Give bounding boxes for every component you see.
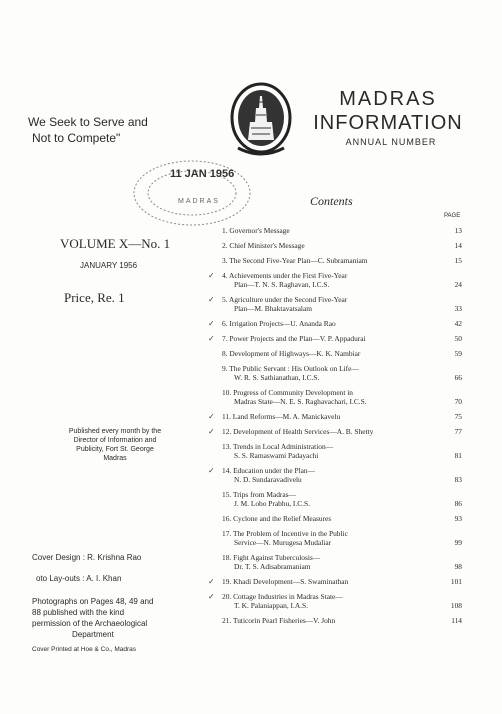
toc-page: 70 <box>454 397 462 406</box>
toc-entry <box>222 388 462 406</box>
toc-title: 8. Development of Highways—K. K. Nambiar <box>222 349 361 358</box>
toc-page: 114 <box>451 616 462 625</box>
toc-entry <box>208 295 462 313</box>
toc-page: 14 <box>454 241 462 250</box>
toc-page: 50 <box>454 334 462 343</box>
toc-page: 108 <box>450 601 462 610</box>
toc-entry <box>222 256 462 265</box>
toc-title: 21. Tuticorin Pearl Fisheries—V. John <box>222 616 336 625</box>
toc-page: 86 <box>454 499 462 508</box>
publisher-line: Director of Information and <box>73 437 157 444</box>
toc-title: 20. Cottage Industries in Madras State— <box>222 592 343 601</box>
toc-entry <box>208 466 462 484</box>
toc-page: 98 <box>454 562 462 571</box>
toc-page: 81 <box>454 451 462 460</box>
toc-page: 77 <box>454 427 462 436</box>
toc-entry <box>222 349 462 358</box>
toc-entry <box>222 553 462 571</box>
pencil-tick-icon: ✓ <box>208 295 215 304</box>
toc-author: Madras State—N. E. S. Raghavachari, I.C.S. <box>234 397 367 406</box>
toc-page: 75 <box>454 412 462 421</box>
toc-title: 9. The Public Servant : His Outlook on Life— <box>222 364 359 373</box>
toc-title: 17. The Problem of Incentive in the Public <box>222 529 348 538</box>
printer-credit: Cover Printed at Hoe & Co., Madras <box>32 646 137 653</box>
toc-title: 5. Agriculture under the Second Five-Year <box>222 295 348 304</box>
toc-page: 93 <box>454 514 462 523</box>
toc-page: 59 <box>454 349 462 358</box>
toc-entry <box>222 616 462 625</box>
motto <box>28 114 148 146</box>
toc-page: 42 <box>454 319 462 328</box>
pencil-tick-icon: ✓ <box>208 592 215 601</box>
toc-title: 19. Khadi Development—S. Swaminathan <box>222 577 349 586</box>
toc-entry <box>222 490 462 508</box>
photographs-line: Department <box>72 630 114 639</box>
pencil-tick-icon: ✓ <box>208 271 215 280</box>
temple-emblem-icon <box>230 82 292 160</box>
motto-line-1: We Seek to Serve and <box>28 115 148 129</box>
circular-date-stamp-icon <box>132 158 252 228</box>
toc-title: 10. Progress of Community Development in <box>222 388 353 397</box>
toc-title: 15. Trips from Madras— <box>222 490 296 499</box>
photographs-line: Photographs on Pages 48, 49 and <box>32 597 154 606</box>
toc-page: 101 <box>450 577 462 586</box>
toc-entry <box>208 577 462 586</box>
contents-heading: Contents <box>310 194 353 208</box>
masthead-title-line-1: MADRAS <box>339 88 437 110</box>
masthead-title-line-2: INFORMATION <box>313 112 463 134</box>
toc-title: 1. Governor's Message <box>222 226 290 235</box>
toc-author: Service—N. Murugesa Mudaliar <box>234 538 332 547</box>
pencil-tick-icon: ✓ <box>208 577 215 586</box>
toc-entry <box>222 241 462 250</box>
photographs-line: 88 published with the kind <box>32 608 125 617</box>
toc-title: 2. Chief Minister's Message <box>222 241 305 250</box>
toc-entry <box>208 427 462 436</box>
toc-entry <box>222 529 462 547</box>
toc-author: Plan—M. Bhaktavatsalam <box>234 304 312 313</box>
issue-date: JANUARY 1956 <box>80 261 138 270</box>
pencil-tick-icon: ✓ <box>208 319 215 328</box>
toc-page: 24 <box>454 280 462 289</box>
toc-title: 18. Fight Against Tuberculosis— <box>222 553 321 562</box>
toc-entry <box>208 412 462 421</box>
toc-page: 33 <box>454 304 462 313</box>
toc-author: N. D. Sundaravadivelu <box>234 475 302 484</box>
page-column-header: PAGE <box>444 213 461 219</box>
toc-entry <box>208 592 462 610</box>
toc-title: 13. Trends in Local Administration— <box>222 442 334 451</box>
toc-entry <box>222 442 462 460</box>
publisher-line: Publicity, Fort St. George <box>76 446 154 453</box>
toc-entry <box>208 334 462 343</box>
toc-title: 7. Power Projects and the Plan—V. P. Appadurai <box>222 334 366 343</box>
pencil-tick-icon: ✓ <box>208 334 215 343</box>
table-of-contents <box>208 222 462 625</box>
publisher-line: Madras <box>103 455 127 462</box>
toc-author: S. S. Ramaswami Padayachi <box>234 451 319 460</box>
layout-credit: oto Lay-outs : A. I. Khan <box>36 574 122 583</box>
toc-title: 14. Education under the Plan— <box>222 466 315 475</box>
pencil-tick-icon: ✓ <box>208 427 215 436</box>
toc-author: T. K. Palaniappan, I.A.S. <box>234 601 308 610</box>
toc-title: 6. Irrigation Projects—U. Ananda Rao <box>222 319 336 328</box>
toc-title: 4. Achievements under the First Five-Year <box>222 271 348 280</box>
toc-entry <box>222 226 462 235</box>
toc-author: Plan—T. N. S. Raghavan, I.C.S. <box>234 280 330 289</box>
toc-title: 11. Land Reforms—M. A. Manickavelu <box>222 412 341 421</box>
cover-design-credit: Cover Design : R. Krishna Rao <box>32 553 142 562</box>
toc-title: 12. Development of Health Services—A. B. Shetty <box>222 427 374 436</box>
publisher-note <box>60 427 170 463</box>
edition-label: ANNUAL NUMBER <box>345 137 437 147</box>
stamp-date: 11 JAN 1956 <box>170 168 235 180</box>
toc-title: 3. The Second Five-Year Plan—C. Subramaniam <box>222 256 368 265</box>
toc-page: 99 <box>454 538 462 547</box>
toc-page: 66 <box>454 373 462 382</box>
toc-author: Dr. T. S. Adisabramaniam <box>234 562 311 571</box>
volume-number: VOLUME X—No. 1 <box>60 236 171 251</box>
photographs-line: permission of the Archaeological <box>32 619 148 628</box>
pencil-tick-icon: ✓ <box>208 466 215 475</box>
toc-entry <box>208 271 462 289</box>
publisher-line: Published every month by the <box>68 428 162 435</box>
toc-page: 83 <box>454 475 462 484</box>
photographs-credit <box>32 596 153 640</box>
toc-entry <box>222 364 462 382</box>
motto-line-2: Not to Compete" <box>32 131 121 145</box>
stamp-place: MADRAS <box>178 198 220 205</box>
toc-entry <box>222 514 462 523</box>
toc-page: 15 <box>454 256 462 265</box>
toc-author: J. M. Lobo Prabhu, I.C.S. <box>234 499 310 508</box>
toc-title: 16. Cyclone and the Relief Measures <box>222 514 332 523</box>
toc-page: 13 <box>454 226 462 235</box>
issue-price: Price, Re. 1 <box>64 290 125 305</box>
toc-entry <box>208 319 462 328</box>
pencil-tick-icon: ✓ <box>208 412 215 421</box>
toc-author: W. R. S. Sathianathan, I.C.S. <box>234 373 320 382</box>
